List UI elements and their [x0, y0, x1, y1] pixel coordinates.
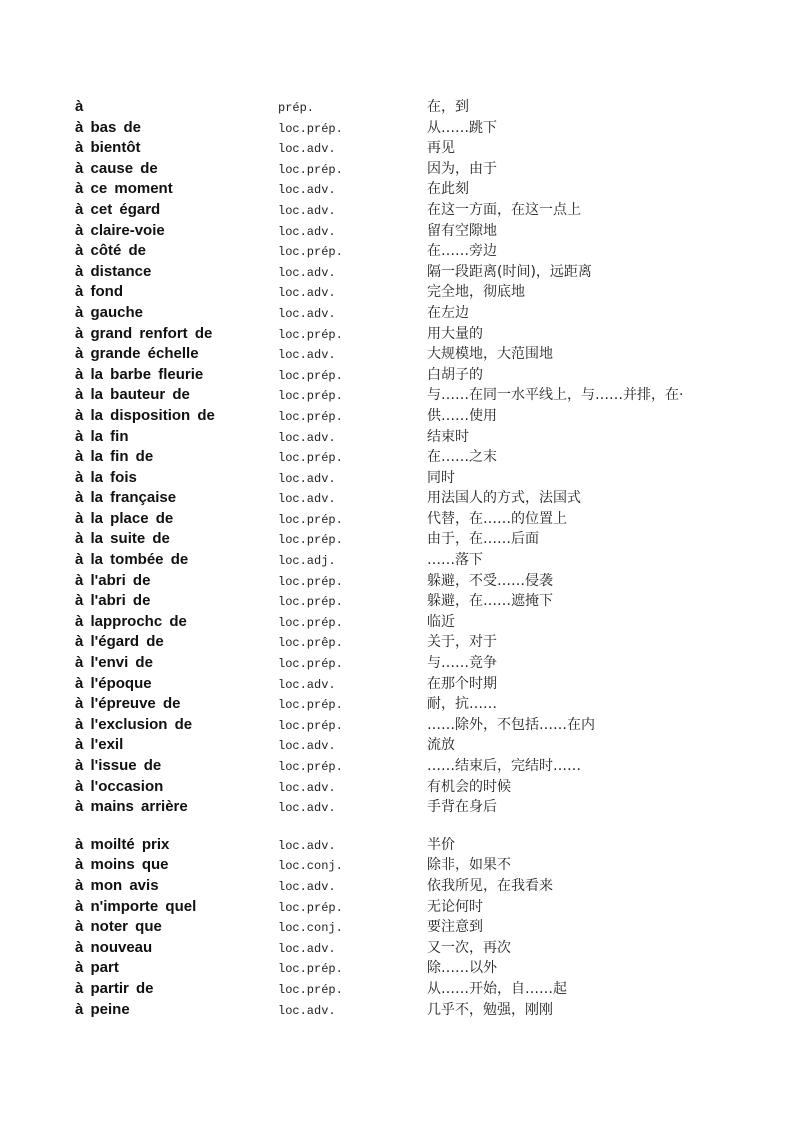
vocab-entry — [75, 118, 775, 139]
entry-part-of-speech: loc.adv. — [278, 879, 336, 894]
entry-term: à la française — [75, 489, 177, 507]
entry-definition: 与……竞争 — [427, 655, 497, 672]
vocab-entry — [75, 97, 775, 118]
entry-term: à lapprochc de — [75, 612, 187, 630]
vocab-entry — [75, 200, 775, 221]
entry-part-of-speech: loc.prép. — [278, 327, 343, 342]
vocab-entry — [75, 938, 775, 959]
entry-part-of-speech: loc.adv. — [278, 348, 336, 363]
entry-part-of-speech: loc.adv. — [278, 677, 336, 692]
entry-definition: ……落下 — [427, 552, 483, 569]
entry-definition: ……除外，不包括……在内 — [427, 716, 595, 733]
entry-part-of-speech: loc.prép. — [278, 982, 343, 997]
vocab-entry — [75, 262, 775, 283]
entry-part-of-speech: loc.adj. — [278, 554, 336, 569]
vocab-entry — [75, 509, 775, 530]
vocab-entry — [75, 835, 775, 856]
entry-definition: 关于，对于 — [427, 634, 497, 651]
entry-definition: 与……在同一水平线上，与……并排，在· — [427, 387, 684, 404]
entry-part-of-speech: loc.adv. — [278, 306, 336, 321]
vocab-entry — [75, 917, 775, 938]
entry-definition: 用大量的 — [427, 325, 483, 342]
vocab-entry — [75, 529, 775, 550]
entry-definition: 供……使用 — [427, 407, 497, 424]
entry-term: à l'exclusion de — [75, 715, 193, 733]
entry-definition: 从……跳下 — [427, 119, 497, 136]
vocab-entry — [75, 282, 775, 303]
entry-term: à côté de — [75, 242, 147, 260]
entry-term: à cet égard — [75, 200, 161, 218]
vocab-entry — [75, 674, 775, 695]
vocabulary-list — [75, 97, 775, 1020]
entry-part-of-speech: loc.adv. — [278, 286, 336, 301]
vocab-entry — [75, 365, 775, 386]
entry-definition: 耐，抗…… — [427, 696, 497, 713]
entry-term: à l'abri de — [75, 592, 151, 610]
entry-part-of-speech: loc.prép. — [278, 512, 343, 527]
entry-part-of-speech: loc.adv. — [278, 265, 336, 280]
entry-term: à fond — [75, 283, 123, 301]
entry-part-of-speech: loc.prép. — [278, 389, 343, 404]
entry-definition: 依我所见，在我看来 — [427, 877, 553, 894]
entry-term: à la place de — [75, 509, 174, 527]
entry-definition: 躲避，不受……侵袭 — [427, 572, 553, 589]
entry-definition: 用法国人的方式，法国式 — [427, 490, 581, 507]
vocab-entry — [75, 427, 775, 448]
entry-part-of-speech: loc.adv. — [278, 492, 336, 507]
entry-term: à grand renfort de — [75, 324, 213, 342]
entry-definition: 完全地，彻底地 — [427, 284, 525, 301]
entry-definition: 代替，在……的位置上 — [427, 510, 567, 527]
vocab-entry — [75, 138, 775, 159]
entry-term: à la bauteur de — [75, 386, 190, 404]
entry-term: à l'occasion — [75, 777, 164, 795]
entry-part-of-speech: loc.prép. — [278, 900, 343, 915]
entry-part-of-speech: loc.prêp. — [278, 636, 343, 651]
entry-part-of-speech: loc.prép. — [278, 760, 343, 774]
entry-term: à grande échelle — [75, 345, 199, 363]
entry-term: à peine — [75, 1000, 130, 1018]
entry-definition: 躲避，在……遮掩下 — [427, 593, 553, 610]
entry-part-of-speech: loc.adv. — [278, 1003, 336, 1018]
entry-term: à l'égard de — [75, 633, 164, 651]
entry-definition: 要注意到 — [427, 919, 483, 936]
vocab-entry — [75, 979, 775, 1000]
entry-part-of-speech: loc.prép. — [278, 121, 343, 136]
vocab-entry — [75, 303, 775, 324]
vocab-entry — [75, 797, 775, 818]
entry-term: à la suite de — [75, 530, 170, 548]
entry-term: à moilté prix — [75, 835, 170, 853]
entry-part-of-speech: loc.conj. — [278, 859, 343, 874]
entry-term: à l'abri de — [75, 571, 151, 589]
vocab-entry — [75, 897, 775, 918]
entry-definition: 同时 — [427, 469, 455, 486]
entry-part-of-speech: loc.adv. — [278, 203, 336, 218]
entry-definition: ……结束后，完结时…… — [427, 758, 581, 774]
vocab-entry — [75, 468, 775, 489]
entry-term: à l'époque — [75, 674, 152, 692]
entry-part-of-speech: loc.adv. — [278, 183, 336, 198]
entry-definition: 白胡子的 — [427, 366, 483, 383]
entry-definition: 再见 — [427, 140, 455, 157]
entry-part-of-speech: loc.adv. — [278, 780, 336, 795]
vocab-entry — [75, 406, 775, 427]
entry-definition: 有机会的时候 — [427, 778, 511, 795]
entry-term: à la fois — [75, 468, 137, 486]
entry-term: à la fin — [75, 427, 129, 445]
entry-term: à mains arrière — [75, 798, 188, 816]
entry-term: à l'épreuve de — [75, 695, 181, 713]
entry-term: à cause de — [75, 159, 158, 177]
entry-definition: 临近 — [427, 613, 455, 630]
entry-definition: 半价 — [427, 836, 455, 853]
entry-part-of-speech: loc.prép. — [278, 962, 343, 977]
entry-term: à l'issue de — [75, 757, 162, 774]
entry-definition: 在……旁边 — [427, 243, 497, 260]
vocab-entry — [75, 653, 775, 674]
entry-part-of-speech: loc.prép. — [278, 595, 343, 610]
vocab-entry — [75, 958, 775, 979]
entry-part-of-speech: loc.adv. — [278, 142, 336, 157]
vocab-entry — [75, 612, 775, 633]
entry-definition: 无论何时 — [427, 898, 483, 915]
vocab-entry — [75, 756, 775, 777]
vocab-entry — [75, 777, 775, 798]
entry-definition: 流放 — [427, 737, 455, 754]
entry-definition: 由于，在……后面 — [427, 531, 539, 548]
entry-term: à la tombée de — [75, 551, 189, 569]
entry-part-of-speech: prép. — [278, 101, 315, 115]
entry-definition: 在，到 — [427, 99, 469, 115]
entry-part-of-speech: loc.adv. — [278, 430, 336, 445]
entry-definition: 除……以外 — [427, 960, 497, 977]
entry-definition: 在左边 — [427, 304, 469, 321]
vocab-entry — [75, 571, 775, 592]
vocab-entry — [75, 488, 775, 509]
entry-part-of-speech: loc.prép. — [278, 451, 343, 466]
entry-definition: 从……开始，自……起 — [427, 980, 567, 997]
entry-definition: 隔一段距离(时间)，远距离 — [427, 263, 592, 280]
entry-part-of-speech: loc.adv. — [278, 838, 336, 853]
vocab-entry — [75, 715, 775, 736]
entry-definition: 几乎不，勉强，刚刚 — [427, 1001, 553, 1018]
entry-term: à distance — [75, 262, 152, 280]
entry-part-of-speech: loc.prép. — [278, 533, 343, 548]
vocab-entry — [75, 632, 775, 653]
vocab-entry — [75, 447, 775, 468]
entry-term: à — [75, 98, 84, 115]
entry-definition: 在这一方面，在这一点上 — [427, 201, 581, 218]
entry-definition: 结束时 — [427, 428, 469, 445]
entry-definition: 又一次，再次 — [427, 939, 511, 956]
entry-part-of-speech: loc.adv. — [278, 471, 336, 486]
entry-term: à l'envi de — [75, 654, 153, 672]
entry-part-of-speech: loc.adv. — [278, 224, 336, 239]
entry-term: à mon avis — [75, 876, 159, 894]
vocab-entry — [75, 241, 775, 262]
entry-term: à noter que — [75, 918, 162, 936]
vocab-entry — [75, 550, 775, 571]
entry-part-of-speech: loc.prép. — [278, 162, 343, 177]
entry-term: à la disposition de — [75, 406, 215, 424]
entry-term: à moins que — [75, 856, 169, 874]
entry-part-of-speech: loc.prép. — [278, 574, 343, 589]
entry-part-of-speech: loc.prép. — [278, 615, 343, 630]
entry-part-of-speech: loc.conj. — [278, 921, 343, 936]
entry-definition: 除非，如果不 — [427, 857, 511, 874]
vocab-entry — [75, 344, 775, 365]
entry-term: à bas de — [75, 118, 142, 136]
entry-part-of-speech: loc.adv. — [278, 801, 336, 816]
entry-term: à gauche — [75, 303, 144, 321]
vocab-entry — [75, 385, 775, 406]
entry-term: à partir de — [75, 979, 154, 997]
vocab-entry — [75, 179, 775, 200]
entry-term: à ce moment — [75, 180, 173, 198]
vocab-entry — [75, 694, 775, 715]
vocab-entry — [75, 876, 775, 897]
entry-definition: 在那个时期 — [427, 675, 497, 692]
entry-term: à bientôt — [75, 139, 141, 157]
entry-part-of-speech: loc.prép. — [278, 409, 343, 424]
entry-term: à part — [75, 959, 119, 977]
vocab-entry — [75, 1000, 775, 1021]
entry-definition: 留有空隙地 — [427, 222, 497, 239]
entry-definition: 在此刻 — [427, 181, 469, 198]
entry-part-of-speech: loc.prép. — [278, 657, 343, 672]
entry-term: à n'importe quel — [75, 897, 197, 915]
entry-term: à la fin de — [75, 448, 154, 466]
vocab-entry — [75, 735, 775, 756]
entry-definition: 因为，由于 — [427, 160, 497, 177]
entry-part-of-speech: loc.prép. — [278, 718, 343, 733]
entry-part-of-speech: loc.adv. — [278, 739, 336, 754]
entry-definition: 在……之末 — [427, 449, 497, 466]
entry-term: à la barbe fleurie — [75, 365, 204, 383]
entry-part-of-speech: loc.prép. — [278, 698, 343, 713]
entry-term: à claire-voie — [75, 221, 165, 239]
vocab-entry — [75, 855, 775, 876]
vocab-entry — [75, 159, 775, 180]
entry-term: à l'exil — [75, 736, 124, 754]
entry-definition: 大规模地，大范围地 — [427, 346, 553, 363]
vocab-entry — [75, 591, 775, 612]
vocab-entry — [75, 324, 775, 345]
entry-part-of-speech: loc.prép. — [278, 245, 343, 260]
vocab-entry — [75, 221, 775, 242]
entry-part-of-speech: loc.adv. — [278, 941, 336, 956]
entry-definition: 手背在身后 — [427, 799, 497, 816]
entry-term: à nouveau — [75, 938, 153, 956]
entry-part-of-speech: loc.prép. — [278, 368, 343, 383]
